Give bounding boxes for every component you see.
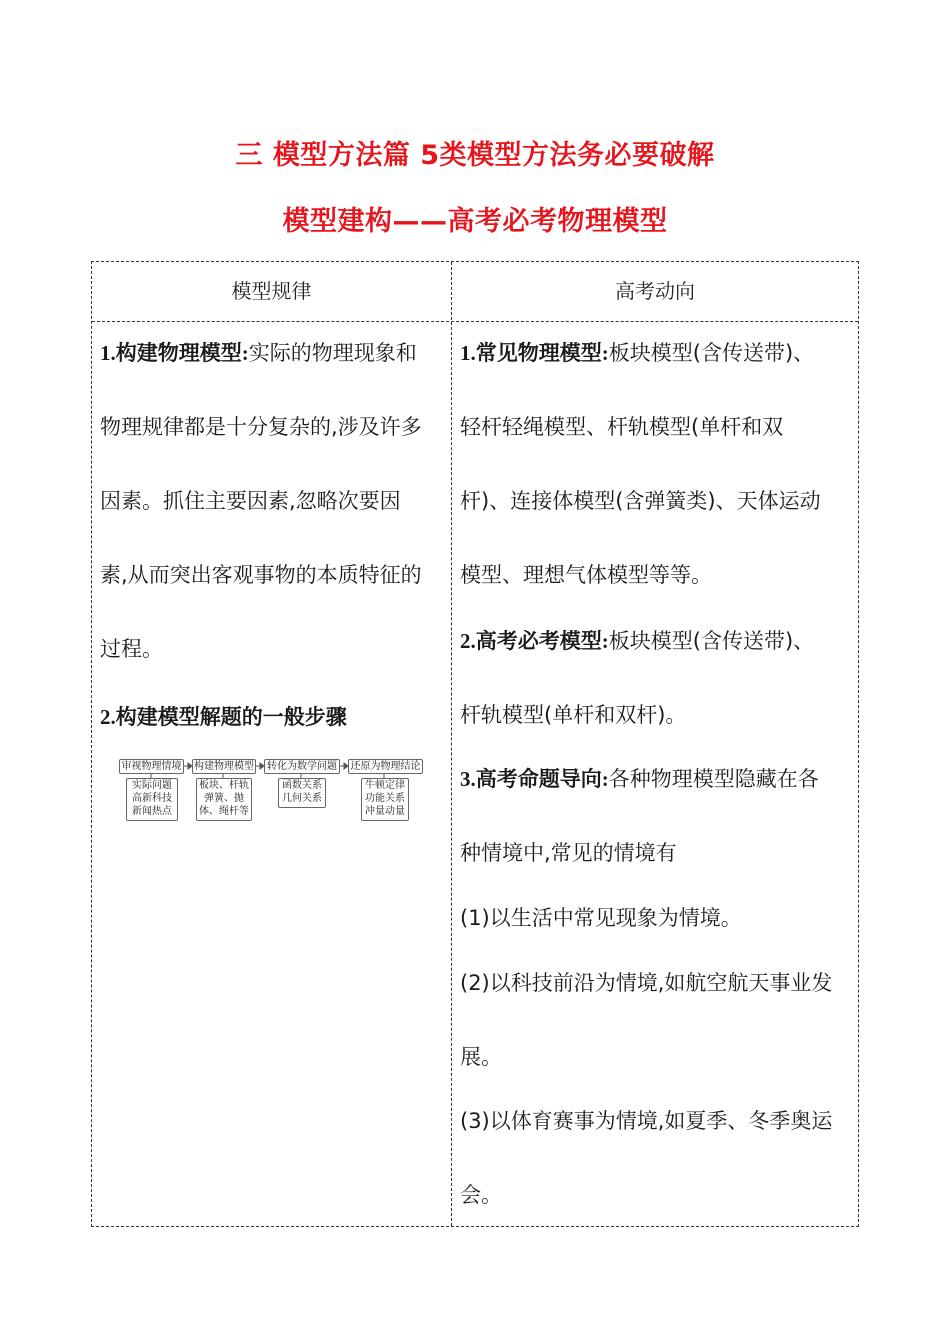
- flow-detail-2-line: 板块、杆轨: [199, 780, 249, 791]
- right-p1-label: 1.常见物理模型:: [460, 341, 609, 365]
- right-item-1: (1)以生活中常见现象为情境。: [460, 906, 742, 930]
- flow-detail-3-line: 几何关系: [282, 793, 322, 804]
- flow-step-3: 转化为数学问题: [264, 759, 340, 774]
- flow-diagram: [118, 757, 428, 827]
- left-p1-label: 1.构建物理模型:: [100, 341, 249, 365]
- left-p1-line3: 因素。抓住主要因素,忽略次要因: [100, 489, 401, 513]
- flow-detail-4-line: 功能关系: [365, 793, 405, 804]
- right-p3-line1: [460, 763, 819, 793]
- right-p1-line4: 模型、理想气体模型等等。: [460, 563, 712, 587]
- left-p2-heading: [100, 701, 347, 731]
- flow-detail-1: [126, 778, 178, 821]
- flow-step-2: 构建物理模型: [194, 761, 254, 772]
- header-divider: [92, 321, 858, 322]
- flow-detail-4-line: 牛顿定律: [365, 780, 405, 791]
- flow-detail-2-line: 体、绳杆等: [199, 806, 249, 817]
- right-item-2-line1: (2)以科技前沿为情境,如航空航天事业发: [460, 971, 833, 995]
- flow-detail-4: [361, 778, 409, 821]
- right-item-3-line2: 会。: [460, 1183, 502, 1207]
- right-p1-line2: 轻杆轻绳模型、杆轨模型(单杆和双: [460, 415, 784, 439]
- right-item-2-line2: 展。: [460, 1045, 502, 1069]
- flow-detail-1-line: 实际问题: [132, 780, 172, 791]
- left-p1-line2: 物理规律都是十分复杂的,涉及许多: [100, 415, 422, 439]
- flow-step-1: 审视物理情境: [119, 759, 184, 774]
- left-p2-label: 2.构建模型解题的一般步骤: [100, 705, 347, 729]
- left-p1-text: 实际的物理现象和: [248, 341, 417, 365]
- right-p2-text: 板块模型(含传送带)、: [608, 629, 815, 653]
- left-p1-line5: 过程。: [100, 637, 163, 661]
- right-p3-label: 3.高考命题导向:: [460, 767, 609, 791]
- flow-detail-3: [278, 778, 326, 808]
- left-p1-line1: [100, 337, 417, 367]
- flow-detail-1-line: 新闻热点: [132, 806, 172, 817]
- header-exam-trends: 高考动向: [615, 279, 695, 303]
- main-title: 三 模型方法篇 5类模型方法务必要破解: [235, 140, 715, 171]
- flow-detail-3-line: 函数关系: [282, 780, 322, 791]
- flow-detail-1-line: 高新科技: [132, 793, 172, 804]
- right-p2-label: 2.高考必考模型:: [460, 629, 609, 653]
- header-model-rules: 模型规律: [231, 279, 312, 303]
- right-p2-line1: [460, 625, 814, 655]
- right-p1-line3: 杆)、连接体模型(含弹簧类)、天体运动: [460, 489, 821, 513]
- left-p1-line4: 素,从而突出客观事物的本质特征的: [100, 563, 422, 587]
- right-p3-line2: 种情境中,常见的情境有: [460, 841, 677, 865]
- sub-title: 模型建构——高考必考物理模型: [282, 206, 668, 237]
- right-p3-text: 各种物理模型隐藏在各: [608, 767, 819, 791]
- right-p2-line2: 杆轨模型(单杆和双杆)。: [460, 703, 687, 727]
- right-item-3-line1: (3)以体育赛事为情境,如夏季、冬季奥运: [460, 1109, 833, 1133]
- content-table: [91, 261, 859, 1227]
- flow-detail-2-line: 弹簧、抛: [204, 793, 244, 804]
- right-p1-line1: [460, 337, 814, 367]
- flow-step-4: 还原为物理结论: [348, 759, 423, 774]
- right-p1-text: 板块模型(含传送带)、: [608, 341, 815, 365]
- column-divider: [451, 262, 452, 1226]
- flow-detail-4-line: 冲量动量: [365, 806, 405, 817]
- flow-detail-2: [196, 778, 252, 821]
